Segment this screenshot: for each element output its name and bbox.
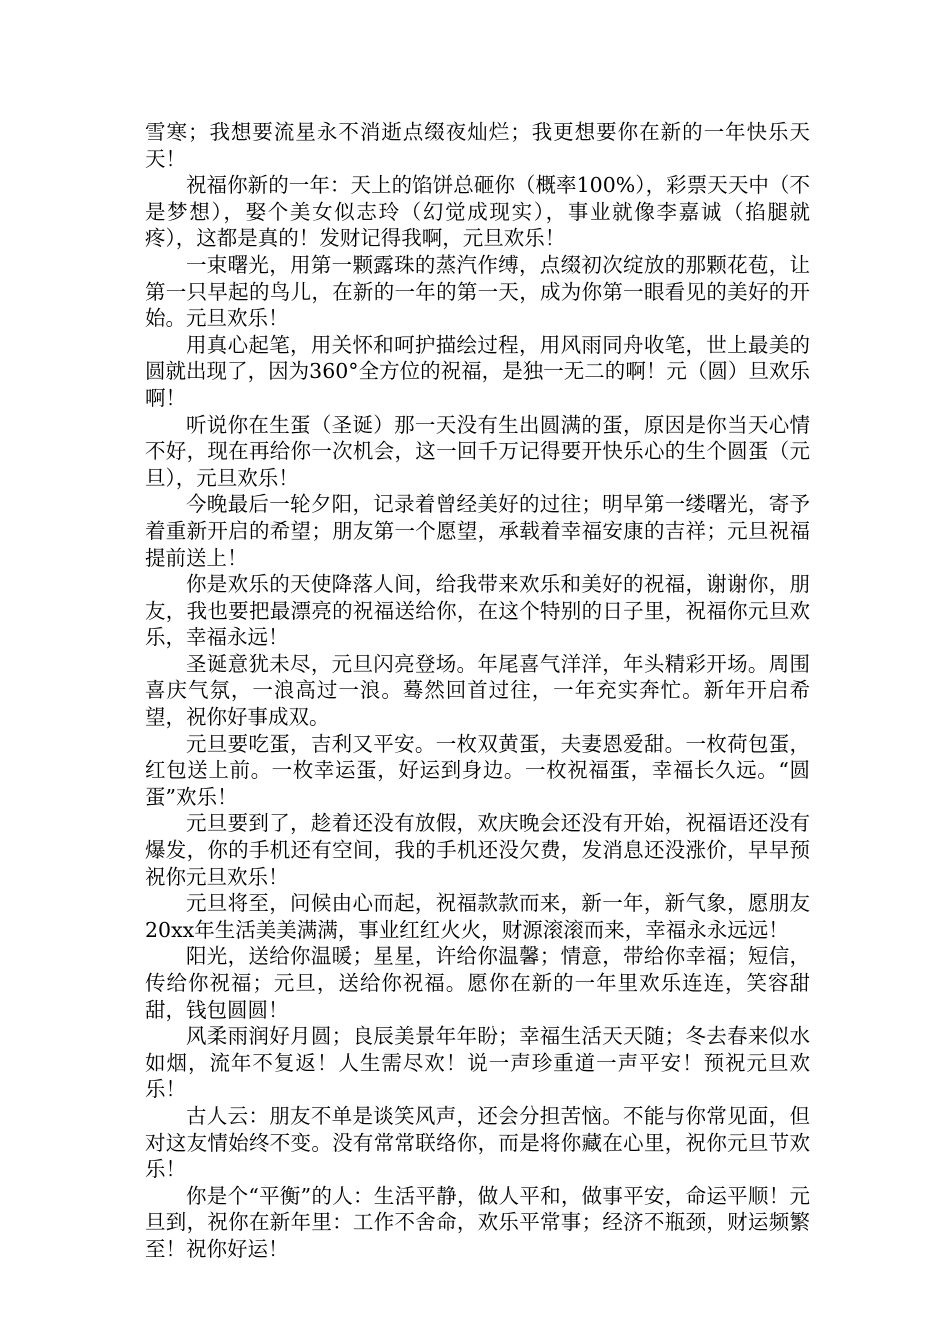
paragraph: 元旦要吃蛋，吉利又平安。一枚双黄蛋，夫妻恩爱甜。一枚荷包蛋，红包送上前。一枚幸运蛋，好运到身边。一枚祝福蛋，幸福长久远。“圆蛋”欢乐！ (145, 731, 810, 809)
paragraph: 一束曙光，用第一颗露珠的蒸汽作缚，点缀初次绽放的那颗花苞，让第一只早起的鸟儿，在新的一年的第一天，成为你第一眼看见的美好的开始。元旦欢乐！ (145, 252, 810, 331)
paragraph: 阳光，送给你温暖；星星，许给你温馨；情意，带给你幸福；短信，传给你祝福；元旦，送给你祝福。愿你在新的一年里欢乐连连，笑容甜甜，钱包圆圆！ (145, 944, 810, 1022)
paragraph: 听说你在生蛋（圣诞）那一天没有生出圆满的蛋，原因是你当天心情不好，现在再给你一次机会，这一回千万记得要开快乐心的生个圆蛋（元旦），元旦欢乐！ (145, 412, 810, 490)
paragraph: 元旦将至，问候由心而起，祝福款款而来，新一年，新气象，愿朋友20xx年生活美美满满，事业红红火火，财源滚滚而来，幸福永永远远！ (145, 891, 810, 942)
paragraph: 风柔雨润好月圆；良辰美景年年盼；幸福生活天天随；冬去春来似水如烟，流年不复返！人生需尽欢！说一声珍重道一声平安！预祝元旦欢乐！ (145, 1024, 810, 1102)
paragraph: 古人云：朋友不单是谈笑风声，还会分担苦恼。不能与你常见面，但对这友情始终不变。没有常常联络你，而是将你藏在心里，祝你元旦节欢乐！ (145, 1103, 810, 1182)
paragraph: 圣诞意犹未尽，元旦闪亮登场。年尾喜气洋洋，年头精彩开场。周围喜庆气氛，一浪高过一浪。蓦然回首过往，一年充实奔忙。新年开启希望，祝你好事成双。 (145, 651, 810, 730)
document-body (145, 119, 810, 1263)
paragraph: 元旦要到了，趁着还没有放假，欢庆晚会还没有开始，祝福语还没有爆发，你的手机还有空间，我的手机还没欠费，发消息还没涨价，早早预祝你元旦欢乐！ (145, 811, 810, 889)
paragraph: 祝福你新的一年：天上的馅饼总砸你（概率100%），彩票天天中（不是梦想），娶个美女似志玲（幻觉成现实），事业就像李嘉诚（掐腿就疼），这都是真的！发财记得我啊，元旦欢乐！ (145, 173, 810, 251)
paragraph: 你是个“平衡”的人：生活平静，做人平和，做事平安，命运平顺！元旦到，祝你在新年里：工作不舍命，欢乐平常事；经济不瓶颈，财运频繁至！祝你好运！ (145, 1183, 810, 1261)
paragraph-continued: 雪寒；我想要流星永不消逝点缀夜灿烂；我更想要你在新的一年快乐天天！ (145, 120, 810, 171)
paragraph: 今晚最后一轮夕阳，记录着曾经美好的过往；明早第一缕曙光，寄予着重新开启的希望；朋友第一个愿望，承载着幸福安康的吉祥；元旦祝福提前送上！ (145, 492, 810, 570)
paragraph: 你是欢乐的天使降落人间，给我带来欢乐和美好的祝福，谢谢你，朋友，我也要把最漂亮的祝福送给你，在这个特别的日子里，祝福你元旦欢乐，幸福永远！ (145, 572, 810, 650)
paragraph: 用真心起笔，用关怀和呵护描绘过程，用风雨同舟收笔，世上最美的圆就出现了，因为360°全方位的祝福，是独一无二的啊！元（圆）旦欢乐啊！ (145, 332, 810, 410)
